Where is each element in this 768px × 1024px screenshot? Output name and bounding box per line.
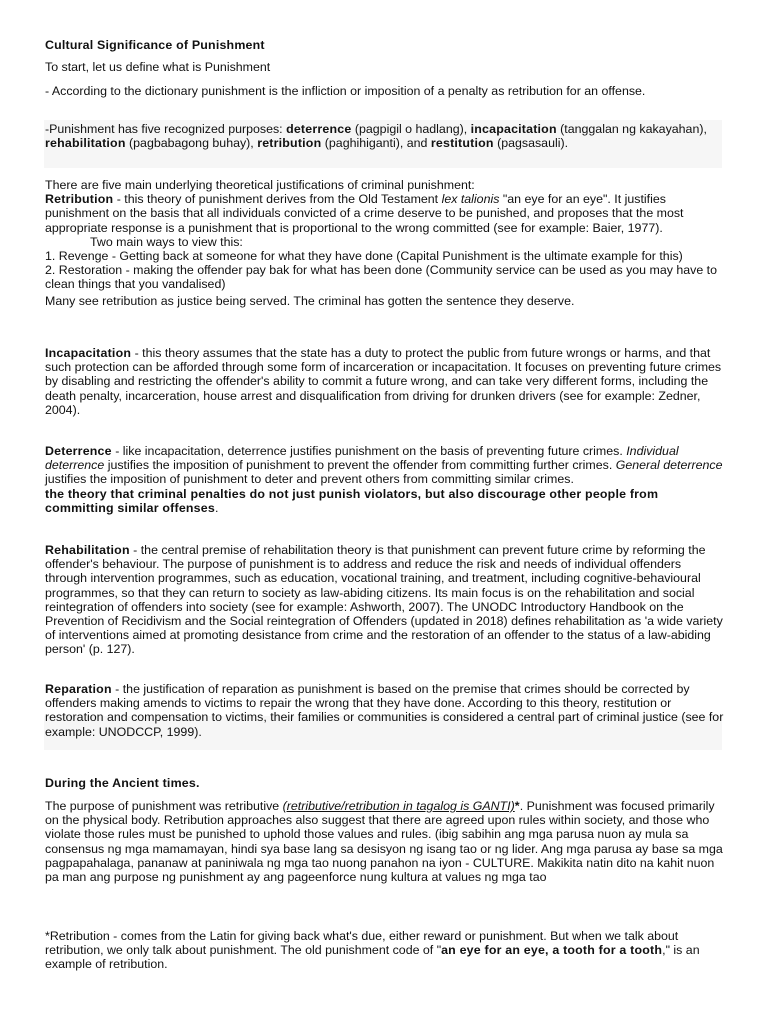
retribution-justice-line: Many see retribution as justice being served. The criminal has gotten the sentence they deserve. xyxy=(45,293,575,308)
retribution-footnote: *Retribution - comes from the Latin for giving back what's due, either reward or punishment. But when we talk about retribution, we only talk about punishment. The old punishment code of "an eye for an eye, a tooth for a tooth," is an example of retribution. xyxy=(45,929,700,972)
deterrence-section xyxy=(45,444,725,515)
retribution-section xyxy=(45,178,725,308)
incapacitation-paragraph: Incapacitation - this theory assumes that the state has a duty to protect the public from future wrongs or harms, and that such protection can be afforded through some form of incarceration or incapacitation. It focuses on preventing future crimes by disabling and restricting the offender's ability to commit a future wrong, and can take very different forms, including the death penalty, incarceration, house arrest and disqualification from driving for drunken drivers (see for example: Zedner, 2004). xyxy=(45,346,722,417)
retribution-way-restoration: 2. Restoration - making the offender pay bak for what has been done (Community service can be used as you may have to clean things that you vandalised) xyxy=(45,263,717,292)
document-title: Cultural Significance of Punishment xyxy=(45,38,265,52)
deterrence-bold-definition: the theory that criminal penalties do not just punish violators, but also discourage other people from committing similar offenses. xyxy=(45,486,659,515)
retribution-ways-heading: Two main ways to view this: xyxy=(90,234,243,249)
retribution-paragraph: Retribution - this theory of punishment derives from the Old Testament lex talionis "an eye for an eye". It justifies punishment on the basis that all individuals convicted of a crime deserve to be punished, and proposes that the most appropriate response is a punishment that is proportional to the wrong committed (see for example: Baier, 1977). xyxy=(45,192,684,235)
deterrence-paragraph: Deterrence - like incapacitation, deterrence justifies punishment on the basis of preventing future crimes. Individual deterrence justifies the imposition of punishment to prevent the offender from committing further crimes. General deterrence justifies the imposition of punishment to deter and prevent others from committing similar crimes. xyxy=(45,444,723,487)
definition-paragraph: - According to the dictionary punishment is the infliction or imposition of a penalty as retribution for an offense. xyxy=(45,84,646,98)
purposes-paragraph: -Punishment has five recognized purposes: deterrence (pagpigil o hadlang), incapacitation (tanggalan ng kakayahan), rehabilitation (pagbabagong buhay), retribution (paghihiganti), and restitution (pagsasauli). xyxy=(45,122,707,151)
retribution-way-revenge: 1. Revenge - Getting back at someone for what they have done (Capital Punishment is the ultimate example for this) xyxy=(45,249,683,264)
intro-line: To start, let us define what is Punishment xyxy=(45,60,271,74)
rehabilitation-paragraph: Rehabilitation - the central premise of rehabilitation theory is that punishment can prevent future crime by reforming the offender's behaviour. The purpose of punishment is to address and reduce the risk and needs of individual offenders through intervention programmes, such as education, vocational training, and treatment, including cognitive-behavioural programmes, so that they can return to society as law-abiding citizens. Its main focus is on the rehabilitation and social reintegration of offenders into society (see for example: Ashworth, 2007). The UNODC Introductory Handbook on the Prevention of Recidivism and the Social reintegration of Offenders (updated in 2018) defines rehabilitation as 'a wide variety of interventions aimed at promoting desistance from crime and the restoration of an offender to the status of a law-abiding person' (p. 127). xyxy=(45,543,723,657)
justifications-intro: There are five main underlying theoretical justifications of criminal punishment: xyxy=(45,178,475,192)
ancient-heading: During the Ancient times. xyxy=(45,776,200,790)
ancient-paragraph: The purpose of punishment was retributive (retributive/retribution in tagalog is GANTI)*. Punishment was focused primarily on the physical body. Retribution approaches also suggest that there are agreed upon rules within society, and those who violate those rules must be punished to uphold those values and rules. (ibig sabihin ang mga parusa nuon ay mula sa consensus ng mga mamamayan, hindi sya base lang sa desisyon ng isang tao or ng lider. Ang mga parusa ay base sa mga pagpapahalaga, pananaw at paniniwala ng mga tao nuong panahon na iyon - CULTURE. Makikita natin dito na kahit nuon pa man ang purpose ng punishment ay ang pageenforce nung kultura at values ng mga tao xyxy=(45,799,723,885)
reparation-paragraph: Reparation - the justification of reparation as punishment is based on the premise that crimes should be corrected by offenders making amends to victims to repair the wrong that they have done. According to this theory, restitution or restoration and compensation to victims, their families or communities is considered a central part of criminal justice (see for example: UNODCCP, 1999). xyxy=(45,682,724,739)
